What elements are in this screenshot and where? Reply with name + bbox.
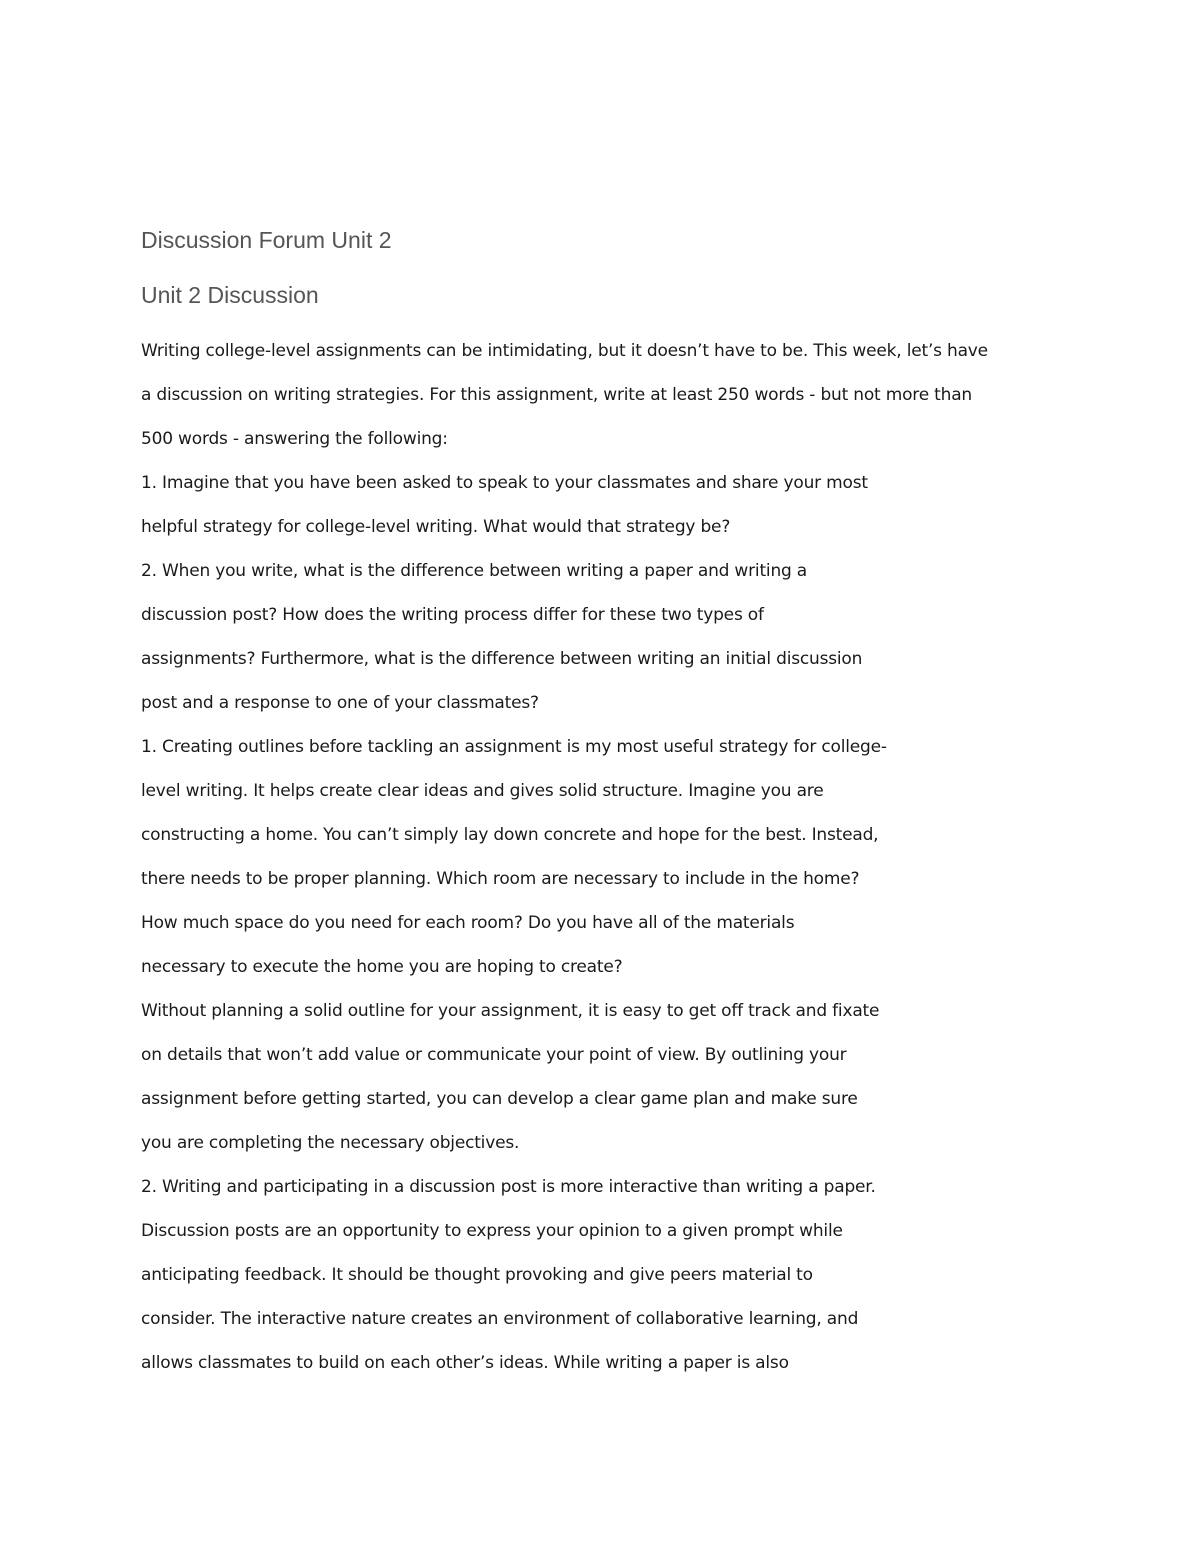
body-line: anticipating feedback. It should be thought provoking and give peers material to bbox=[141, 1265, 813, 1285]
body-line: Discussion posts are an opportunity to express your opinion to a given prompt while bbox=[141, 1221, 843, 1241]
body-line: discussion post? How does the writing process differ for these two types of bbox=[141, 605, 764, 625]
body-line: you are completing the necessary objectives. bbox=[141, 1133, 520, 1153]
body-line: a discussion on writing strategies. For this assignment, write at least 250 words - but not more than bbox=[141, 385, 972, 405]
body-line: 1. Creating outlines before tackling an assignment is my most useful strategy for college- bbox=[141, 737, 887, 757]
body-line: consider. The interactive nature creates an environment of collaborative learning, and bbox=[141, 1309, 859, 1329]
body-line: Without planning a solid outline for your assignment, it is easy to get off track and fixate bbox=[141, 1001, 880, 1021]
body-line: constructing a home. You can’t simply lay down concrete and hope for the best. Instead, bbox=[141, 825, 879, 845]
body-line: assignments? Furthermore, what is the difference between writing an initial discussion bbox=[141, 649, 863, 669]
body-line: assignment before getting started, you can develop a clear game plan and make sure bbox=[141, 1089, 858, 1109]
body-line: 1. Imagine that you have been asked to speak to your classmates and share your most bbox=[141, 473, 868, 493]
body-line: allows classmates to build on each other’s ideas. While writing a paper is also bbox=[141, 1353, 789, 1373]
document-subtitle: Unit 2 Discussion bbox=[141, 282, 319, 308]
body-line: on details that won’t add value or communicate your point of view. By outlining your bbox=[141, 1045, 847, 1065]
body-line: there needs to be proper planning. Which room are necessary to include in the home? bbox=[141, 869, 860, 889]
body-line: 2. When you write, what is the difference between writing a paper and writing a bbox=[141, 561, 808, 581]
body-line: necessary to execute the home you are hoping to create? bbox=[141, 957, 623, 977]
document-title: Discussion Forum Unit 2 bbox=[141, 227, 392, 253]
body-line: 2. Writing and participating in a discussion post is more interactive than writing a paper. bbox=[141, 1177, 876, 1197]
body-line: Writing college-level assignments can be intimidating, but it doesn’t have to be. This week, let’s have bbox=[141, 341, 988, 361]
body-line: level writing. It helps create clear ideas and gives solid structure. Imagine you are bbox=[141, 781, 824, 801]
body-line: helpful strategy for college-level writing. What would that strategy be? bbox=[141, 517, 731, 537]
body-line: How much space do you need for each room? Do you have all of the materials bbox=[141, 913, 795, 933]
body-line: 500 words - answering the following: bbox=[141, 429, 448, 449]
body-line: post and a response to one of your classmates? bbox=[141, 693, 539, 713]
